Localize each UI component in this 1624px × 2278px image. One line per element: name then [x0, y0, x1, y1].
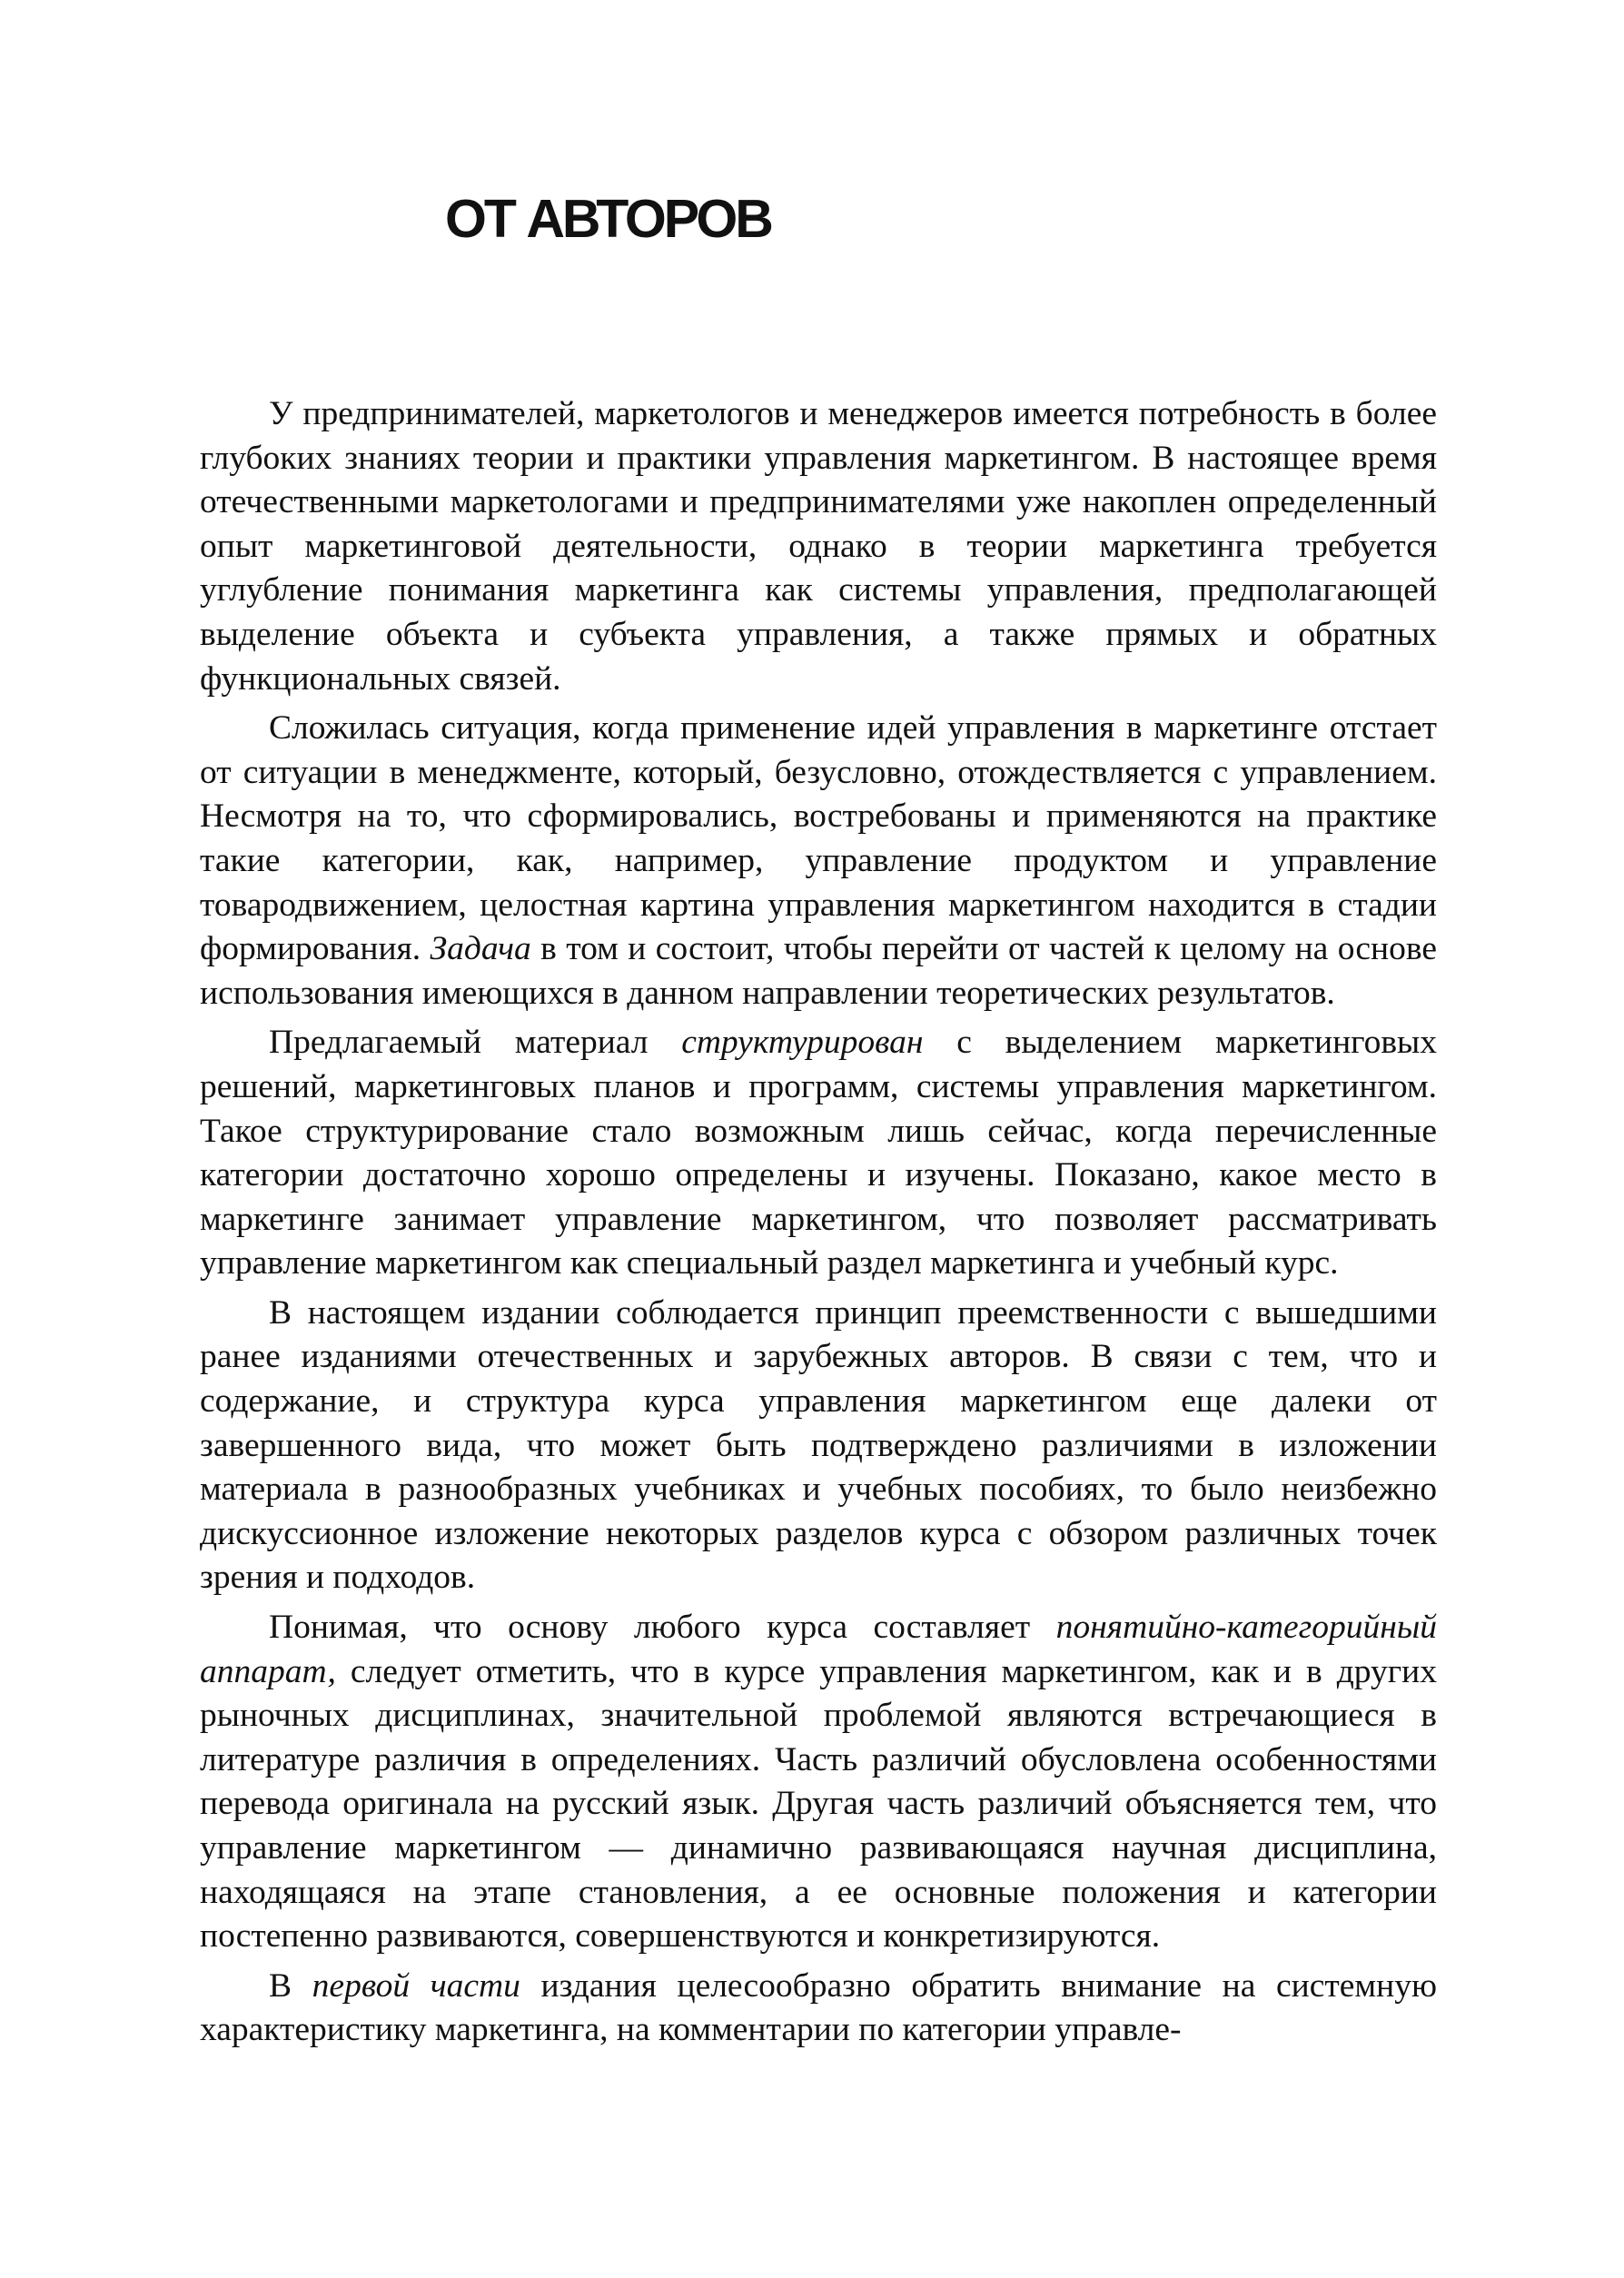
paragraph-3	[200, 1021, 1437, 1286]
paragraph-5-before: Понимая, что основу любого курса составляет	[269, 1609, 1056, 1647]
paragraph-6	[200, 1965, 1437, 2053]
paragraph-5-italic: понятийно-категорийный аппарат,	[200, 1609, 1437, 1690]
paragraph-6-italic: первой части	[312, 1966, 520, 2005]
preface-body	[200, 392, 1437, 2058]
page-title: ОТ АВТОРОВ	[445, 189, 771, 249]
paragraph-5-after: следует отметить, что в курсе управления маркетингом, как и в других рыночных дисциплинах, значительной проблемой являются встречающиеся в литературе различия в определениях. Часть различий обусловлена особенностями перевода оригинала на русский язык. Другая часть различий объясняется тем, что управление маркетингом — динамично развивающаяся научная дисциплина, находящаяся на этапе становления, а ее основные положения и категории постепенно развиваются, совершенствуются и конкретизируются.	[200, 1652, 1437, 1956]
paragraph-3-italic: структурирован	[681, 1024, 924, 1062]
paragraph-1: У предпринимателей, маркетологов и менеджеров имеется потребность в более глубоких знаниях теории и практики управления маркетингом. В настоящее время отечественными маркетологами и предпринимателями уже накоплен определенный опыт маркетинговой деятельности, однако в теории маркетинга требуется углубление понимания маркетинга как системы управления, предполагающей выделение объекта и субъекта управления, а также прямых и обратных функциональных связей.	[200, 395, 1437, 698]
paragraph-4: В настоящем издании соблюдается принцип преемственности с вышедшими ранее изданиями отечественных и зарубежных авторов. В связи с тем, что и содержание, и структура курса управления маркетингом еще далеки от завершенного вида, что может быть подтверждено различиями в изложении материала в разнообразных учебниках и учебных пособиях, то было неизбежно дискуссионное изложение некоторых разделов курса с обзором различных точек зрения и подходов.	[200, 1293, 1437, 1597]
paragraph-3-before: Предлагаемый материал	[269, 1024, 682, 1062]
paragraph-5	[200, 1606, 1437, 1959]
paragraph-6-before: В	[269, 1966, 312, 2005]
paragraph-2-after: в том и состоит, чтобы перейти от частей к целому на основе использования имеющихся в данном направлении теоретических результатов.	[200, 930, 1437, 1012]
paragraph-3-after: с выделением маркетинговых решений, маркетинговых планов и программ, системы управления маркетингом. Такое структурирование стало возможным лишь сейчас, когда перечисленные категории достаточно хорошо определены и изучены. Показано, какое место в маркетинге занимает управление маркетингом, что позволяет рассматривать управление маркетингом как специальный раздел маркетинга и учебный курс.	[200, 1024, 1437, 1283]
paragraph-6-after: издания целесообразно обратить внимание на системную характеристику маркетинга, на комментарии по категории управле-	[200, 1966, 1437, 2049]
paragraph-2	[200, 707, 1437, 1015]
paragraph-2-italic: Задача	[430, 930, 531, 968]
paragraph-2-before: Сложилась ситуация, когда применение идей управления в маркетинге отстает от ситуации в менеджменте, который, безусловно, отождествляется с управлением. Несмотря на то, что сформировались, востребованы и применяются на практике такие категории, как, например, управление продуктом и управление товародвижением, целостная картина управления маркетингом находится в стадии формирования.	[200, 709, 1437, 968]
